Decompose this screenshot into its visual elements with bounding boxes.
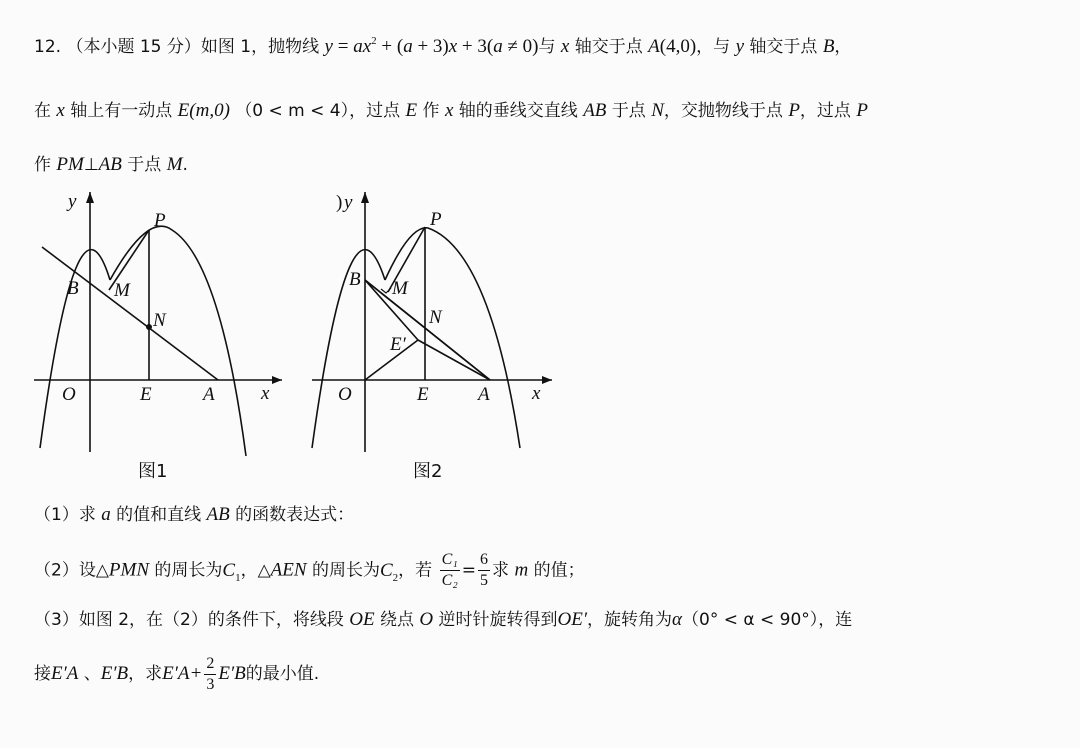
question-2	[34, 550, 585, 591]
point-e: E	[405, 100, 418, 121]
fig2-label-n: N	[429, 307, 442, 328]
question-3-continued	[34, 652, 319, 696]
problem-line-1	[34, 34, 851, 60]
text: 求	[492, 560, 510, 581]
text: 在	[34, 101, 51, 121]
perp-symbol: ⊥	[83, 155, 99, 175]
fraction-2-3: $\frac{2}{3}$	[206, 654, 215, 693]
fig2-label-b: B	[349, 269, 361, 290]
line1-intro: 如图 1，抛物线	[200, 37, 320, 57]
triangle-pmn: PMN	[108, 559, 149, 581]
problem-line-3	[34, 152, 188, 178]
fig2-caption: 图2	[413, 461, 443, 482]
line1-text: ，与	[696, 37, 731, 57]
segment-oe-prime: OE′	[557, 609, 588, 630]
text: 于点	[611, 101, 646, 121]
text: 轴上有一动点	[70, 101, 173, 121]
fig1-label-o: O	[62, 384, 76, 405]
problem-line-2	[34, 98, 868, 124]
fig2-label-a: A	[478, 384, 490, 405]
fig2-label-x: x	[532, 383, 541, 404]
line1-text: 轴交于点	[574, 37, 643, 57]
fig1-caption: 图1	[138, 461, 168, 482]
point-b: B	[822, 36, 835, 57]
problem-number: 12.	[34, 37, 62, 57]
text: 轴的垂线交直线	[458, 101, 578, 121]
figures-svg	[20, 190, 600, 490]
fig1-label-p: P	[154, 210, 166, 231]
fig1-label-n: N	[153, 310, 166, 331]
fig1-label-e: E	[140, 384, 152, 405]
point-m: M	[166, 154, 183, 175]
text: 的值；	[533, 560, 585, 581]
problem-points: （本小题 15 分）	[66, 37, 201, 57]
text: ，连	[818, 610, 853, 630]
point-p: P	[788, 100, 800, 121]
text: ，过点	[799, 101, 851, 121]
line-ab: AB	[206, 504, 230, 525]
separator: 、	[83, 664, 101, 684]
text: ，求	[128, 664, 163, 684]
q1-end: 的函数表达式：	[235, 505, 355, 525]
var-y: y	[735, 36, 744, 57]
text: 的周长为	[154, 560, 223, 581]
segment-pm: PM	[56, 154, 84, 175]
expression-part-2: E′B	[218, 663, 246, 684]
fig2-y-arrow	[361, 192, 369, 203]
text: 的周长为	[311, 560, 380, 581]
text: 于点	[127, 155, 162, 175]
text: 的最小值.	[245, 664, 320, 684]
q2-label: （2）设△	[34, 560, 109, 581]
text: ，△	[240, 560, 271, 581]
triangle-aen: AEN	[270, 559, 307, 581]
segment-oe: OE	[349, 609, 375, 630]
fig1-label-b: B	[67, 278, 79, 299]
point-a-coords: (4,0)	[659, 36, 697, 57]
fig2-label-o: O	[338, 384, 352, 405]
fig1-label-m: M	[114, 280, 130, 301]
fig2-segment-e-prime-a	[418, 340, 490, 380]
fig1-point-n-dot	[147, 325, 151, 329]
segment-e-prime-b: E′B	[100, 663, 129, 684]
point-a: A	[648, 36, 660, 57]
fraction-c1-c2: $\frac{\text{C₁}}{\text{C₂}}$	[441, 551, 458, 589]
fig2-x-arrow	[542, 376, 552, 384]
parabola-equation: $y = ax^2 + (a + 3)x + 3(a \ne 0)$	[324, 35, 539, 57]
expression-part-1: E′A+	[162, 663, 203, 684]
var-x: x	[560, 36, 570, 57]
fig2-label-e-prime: E′	[390, 334, 406, 355]
fig1-x-arrow	[272, 376, 282, 384]
fig1-label-x: x	[261, 383, 270, 404]
text: ，交抛物线于点	[663, 101, 783, 121]
var-x: x	[56, 100, 65, 121]
q1-label: （1）求	[34, 505, 96, 525]
fig2-label-p: P	[430, 209, 442, 230]
question-3	[34, 607, 852, 633]
fig1-y-arrow	[86, 192, 94, 203]
fig1-label-y: y	[68, 191, 77, 212]
fig1-label-a: A	[203, 384, 215, 405]
fig2-label-m: M	[392, 278, 408, 299]
punct: ，	[834, 37, 852, 57]
point-e-coords: (m,0)	[189, 100, 230, 121]
point-o: O	[419, 609, 434, 630]
fraction-6-5: $\frac{6}{5}$	[480, 551, 489, 589]
point-n: N	[651, 100, 664, 121]
q1-text: 的值和直线	[116, 505, 202, 525]
text: ，若	[398, 560, 433, 581]
text: 接	[34, 664, 51, 684]
var-m: m	[514, 559, 529, 581]
text: ，过点	[349, 101, 401, 121]
point-e: E	[177, 100, 190, 121]
figure-1-labels	[62, 191, 270, 482]
fig2-label-y: y	[344, 192, 353, 213]
m-range: （0 < m < 4）	[235, 101, 350, 121]
text: 绕点	[380, 610, 414, 630]
q3-label: （3）如图 2，在（2）的条件下，将线段	[34, 610, 344, 630]
text: 作	[34, 155, 51, 175]
c1: $C_1$	[222, 559, 241, 584]
line-ab: AB	[98, 154, 122, 175]
text: 逆时针旋转得到	[438, 610, 558, 630]
line1-text: 轴交于点	[749, 37, 818, 57]
line1-text: 与	[538, 37, 556, 57]
var-x: x	[444, 100, 454, 121]
segment-e-prime-a: E′A	[51, 663, 79, 684]
c2: $C_2$	[379, 559, 399, 584]
figure-2-labels	[336, 192, 541, 482]
point-p: P	[856, 100, 868, 121]
fig1-line-ab	[42, 247, 218, 380]
text: ，旋转角为	[587, 610, 673, 630]
var-a: a	[101, 504, 111, 525]
angle-alpha: α	[672, 609, 683, 630]
line-ab: AB	[583, 100, 607, 121]
fig2-label-paren: )	[336, 192, 343, 213]
equals: =	[461, 560, 477, 581]
punct: .	[182, 155, 188, 175]
fig2-label-e: E	[417, 384, 429, 405]
alpha-range: （0° < α < 90°）	[682, 610, 819, 630]
text: 作	[422, 101, 440, 121]
fig1-parabola-right	[110, 226, 246, 456]
question-1	[34, 502, 354, 528]
